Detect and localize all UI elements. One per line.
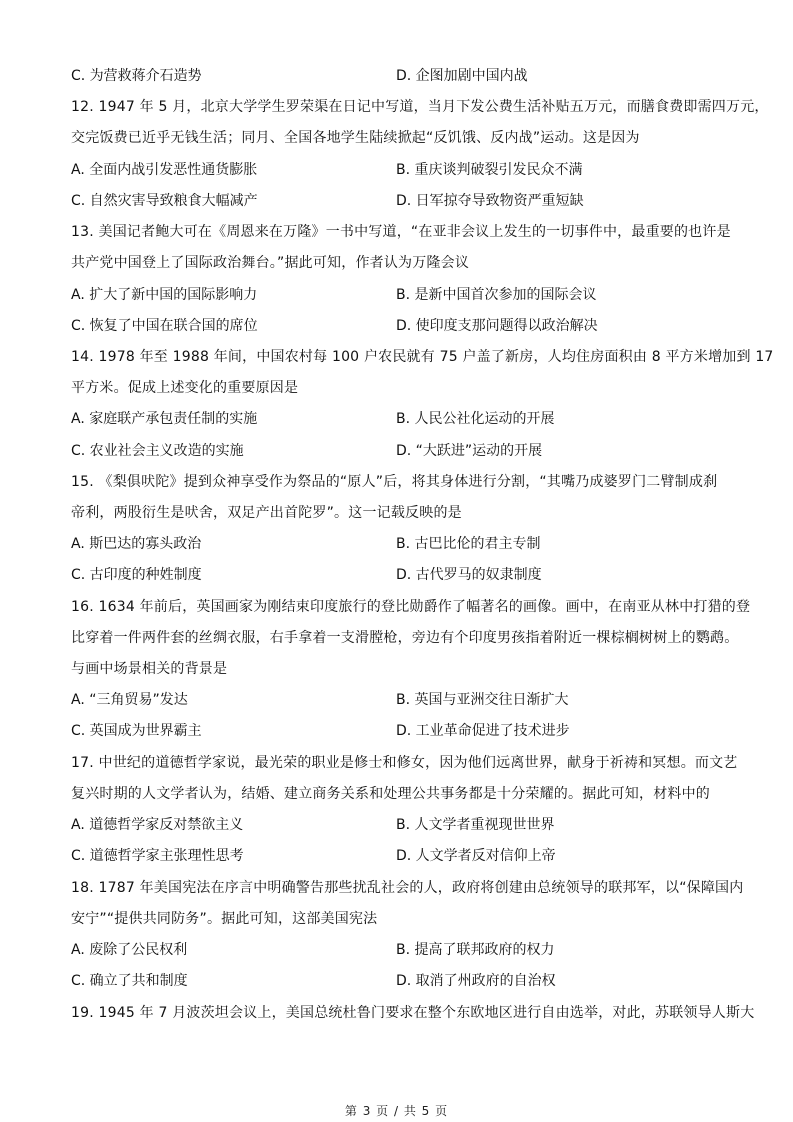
q16-stem-line-2: 比穿着一件两件套的丝绸衣服，右手拿着一支滑膛枪，旁边有个印度男孩指着附近一棵棕榈树树上的鹦鹉。: [71, 630, 739, 646]
q15-stem-line-1: 15. 《梨俱吠陀》提到众神享受作为祭品的“原人”后，将其身体进行分割，“其嘴乃成婆罗门二臂制成刹: [71, 474, 718, 490]
q14-stem-line-1: 14. 1978 年至 1988 年间，中国农村每 100 户农民就有 75 户盖了新房，人均住房面积由 8 平方米增加到 17: [71, 349, 774, 365]
q15-option-c: C. 古印度的种姓制度: [71, 567, 202, 583]
q12-option-c: C. 自然灾害导致粮食大幅减产: [71, 193, 258, 209]
q19-stem-line-1: 19. 1945 年 7 月波茨坦会议上，美国总统杜鲁门要求在整个东欧地区进行自由选举，对此，苏联领导人斯大: [71, 1005, 755, 1021]
q18-option-b: B. 提高了联邦政府的权力: [396, 942, 555, 958]
q14-stem-line-2: 平方米。促成上述变化的重要原因是: [71, 380, 299, 396]
q13-option-d: D. 使印度支那问题得以政治解决: [396, 318, 598, 334]
q14-option-d: D. “大跃进”运动的开展: [396, 443, 543, 459]
q16-option-b: B. 英国与亚洲交往日渐扩大: [396, 692, 569, 708]
q17-option-b: B. 人文学者重视现世世界: [396, 817, 555, 833]
q18-stem-line-2: 安宁”“提供共同防务”。据此可知，这部美国宪法: [71, 911, 378, 927]
q18-stem-line-1: 18. 1787 年美国宪法在序言中明确警告那些扰乱社会的人，政府将创建由总统领导的联邦军，以“保障国内: [71, 880, 744, 896]
q15-option-b: B. 古巴比伦的君主专制: [396, 536, 541, 552]
q17-stem-line-1: 17. 中世纪的道德哲学家说，最光荣的职业是修士和修女，因为他们远离世界，献身于祈祷和冥想。而文艺: [71, 755, 738, 771]
q18-option-c: C. 确立了共和制度: [71, 973, 188, 989]
q14-option-c: C. 农业社会主义改造的实施: [71, 443, 244, 459]
q15-stem-line-2: 帝利，两股衍生是吠舍，双足产出首陀罗”。这一记载反映的是: [71, 505, 462, 521]
q16-stem-line-1: 16. 1634 年前后，英国画家为刚结束印度旅行的登比勋爵作了幅著名的画像。画中，在南亚从林中打猎的登: [71, 599, 751, 615]
q16-option-a: A. “三角贸易”发达: [71, 692, 188, 708]
q18-option-d: D. 取消了州政府的自治权: [396, 973, 556, 989]
q15-option-a: A. 斯巴达的寡头政治: [71, 536, 202, 552]
q11-option-c: C. 为营救蒋介石造势: [71, 68, 202, 84]
q15-option-d: D. 古代罗马的奴隶制度: [396, 567, 542, 583]
page-number-footer: 第 3 页 / 共 5 页: [344, 1104, 449, 1118]
q13-option-c: C. 恢复了中国在联合国的席位: [71, 318, 258, 334]
q13-stem-line-2: 共产党中国登上了国际政治舞台。”据此可知，作者认为万隆会议: [71, 255, 470, 271]
q16-option-d: D. 工业革命促进了技术进步: [396, 723, 570, 739]
q18-option-a: A. 废除了公民权利: [71, 942, 188, 958]
q16-stem-line-3: 与画中场景相关的背景是: [71, 661, 228, 677]
q12-option-a: A. 全面内战引发恶性通货膨胀: [71, 162, 258, 178]
q13-option-a: A. 扩大了新中国的国际影响力: [71, 287, 258, 303]
q17-option-c: C. 道德哲学家主张理性思考: [71, 848, 244, 864]
q17-option-d: D. 人文学者反对信仰上帝: [396, 848, 556, 864]
q17-stem-line-2: 复兴时期的人文学者认为，结婚、建立商务关系和处理公共事务都是十分荣耀的。据此可知，材料中的: [71, 786, 710, 802]
q16-option-c: C. 英国成为世界霸主: [71, 723, 202, 739]
q11-option-d: D. 企图加剧中国内战: [396, 68, 528, 84]
q13-stem-line-1: 13. 美国记者鲍大可在《周恩来在万隆》一书中写道，“在亚非会议上发生的一切事件中，最重要的也许是: [71, 224, 731, 240]
q12-stem-line-1: 12. 1947 年 5 月，北京大学学生罗荣渠在日记中写道，当月下发公费生活补贴五万元，而膳食费即需四万元，: [71, 99, 769, 115]
q13-option-b: B. 是新中国首次参加的国际会议: [396, 287, 597, 303]
q12-option-d: D. 日军掠夺导致物资严重短缺: [396, 193, 584, 209]
q14-option-b: B. 人民公社化运动的开展: [396, 411, 555, 427]
q12-stem-line-2: 交完饭费已近乎无钱生活；同月、全国各地学生陆续掀起“反饥饿、反内战”运动。这是因为: [71, 130, 640, 146]
q17-option-a: A. 道德哲学家反对禁欲主义: [71, 817, 244, 833]
q14-option-a: A. 家庭联产承包责任制的实施: [71, 411, 258, 427]
q12-option-b: B. 重庆谈判破裂引发民众不满: [396, 162, 583, 178]
